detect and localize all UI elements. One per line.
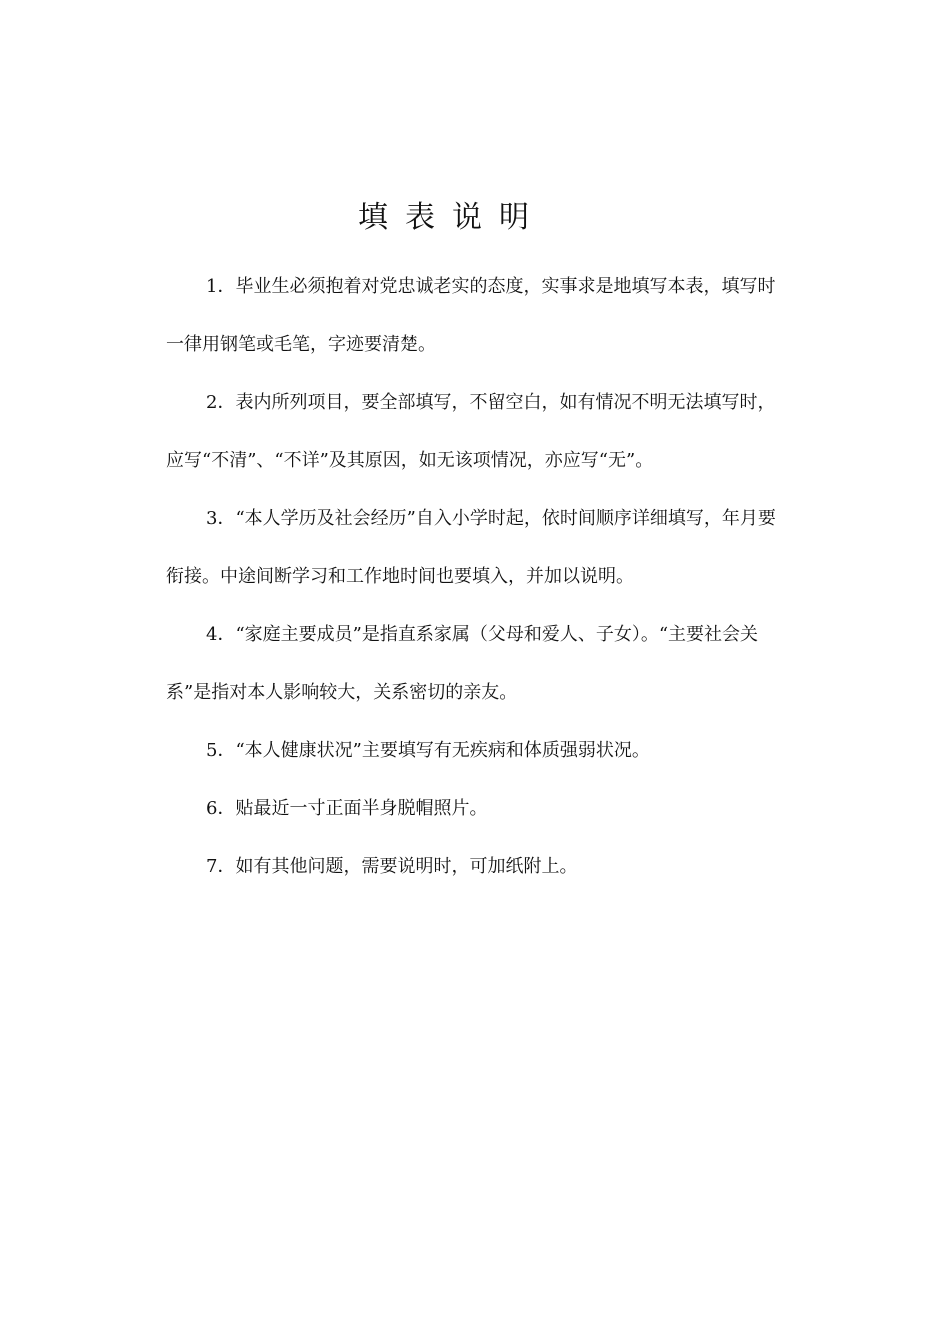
instruction-item-4: 4．“家庭主要成员”是指直系家属（父母和爱人、子女）。“主要社会关系”是指对本人影响较大，关系密切的亲友。 <box>166 624 759 703</box>
instruction-item-7: 7．如有其他问题，需要说明时，可加纸附上。 <box>206 856 578 877</box>
instruction-item-5: 5．“本人健康状况”主要填写有无疾病和体质强弱状况。 <box>206 740 650 761</box>
instruction-item-1: 1．毕业生必须抱着对党忠诚老实的态度，实事求是地填写本表，填写时一律用钢笔或毛笔，字迹要清楚。 <box>166 276 776 355</box>
instruction-item-3: 3．“本人学历及社会经历”自入小学时起，依时间顺序详细填写，年月要衔接。中途间断学习和工作地时间也要填入，并加以说明。 <box>166 508 776 587</box>
page-title: 填表说明 <box>358 200 546 235</box>
instruction-item-6: 6．贴最近一寸正面半身脱帽照片。 <box>206 798 488 819</box>
instruction-item-2: 2．表内所列项目，要全部填写，不留空白，如有情况不明无法填写时，应写“不清”、“不详”及其原因，如无该项情况，亦应写“无”。 <box>166 392 776 471</box>
instruction-list <box>166 258 786 896</box>
